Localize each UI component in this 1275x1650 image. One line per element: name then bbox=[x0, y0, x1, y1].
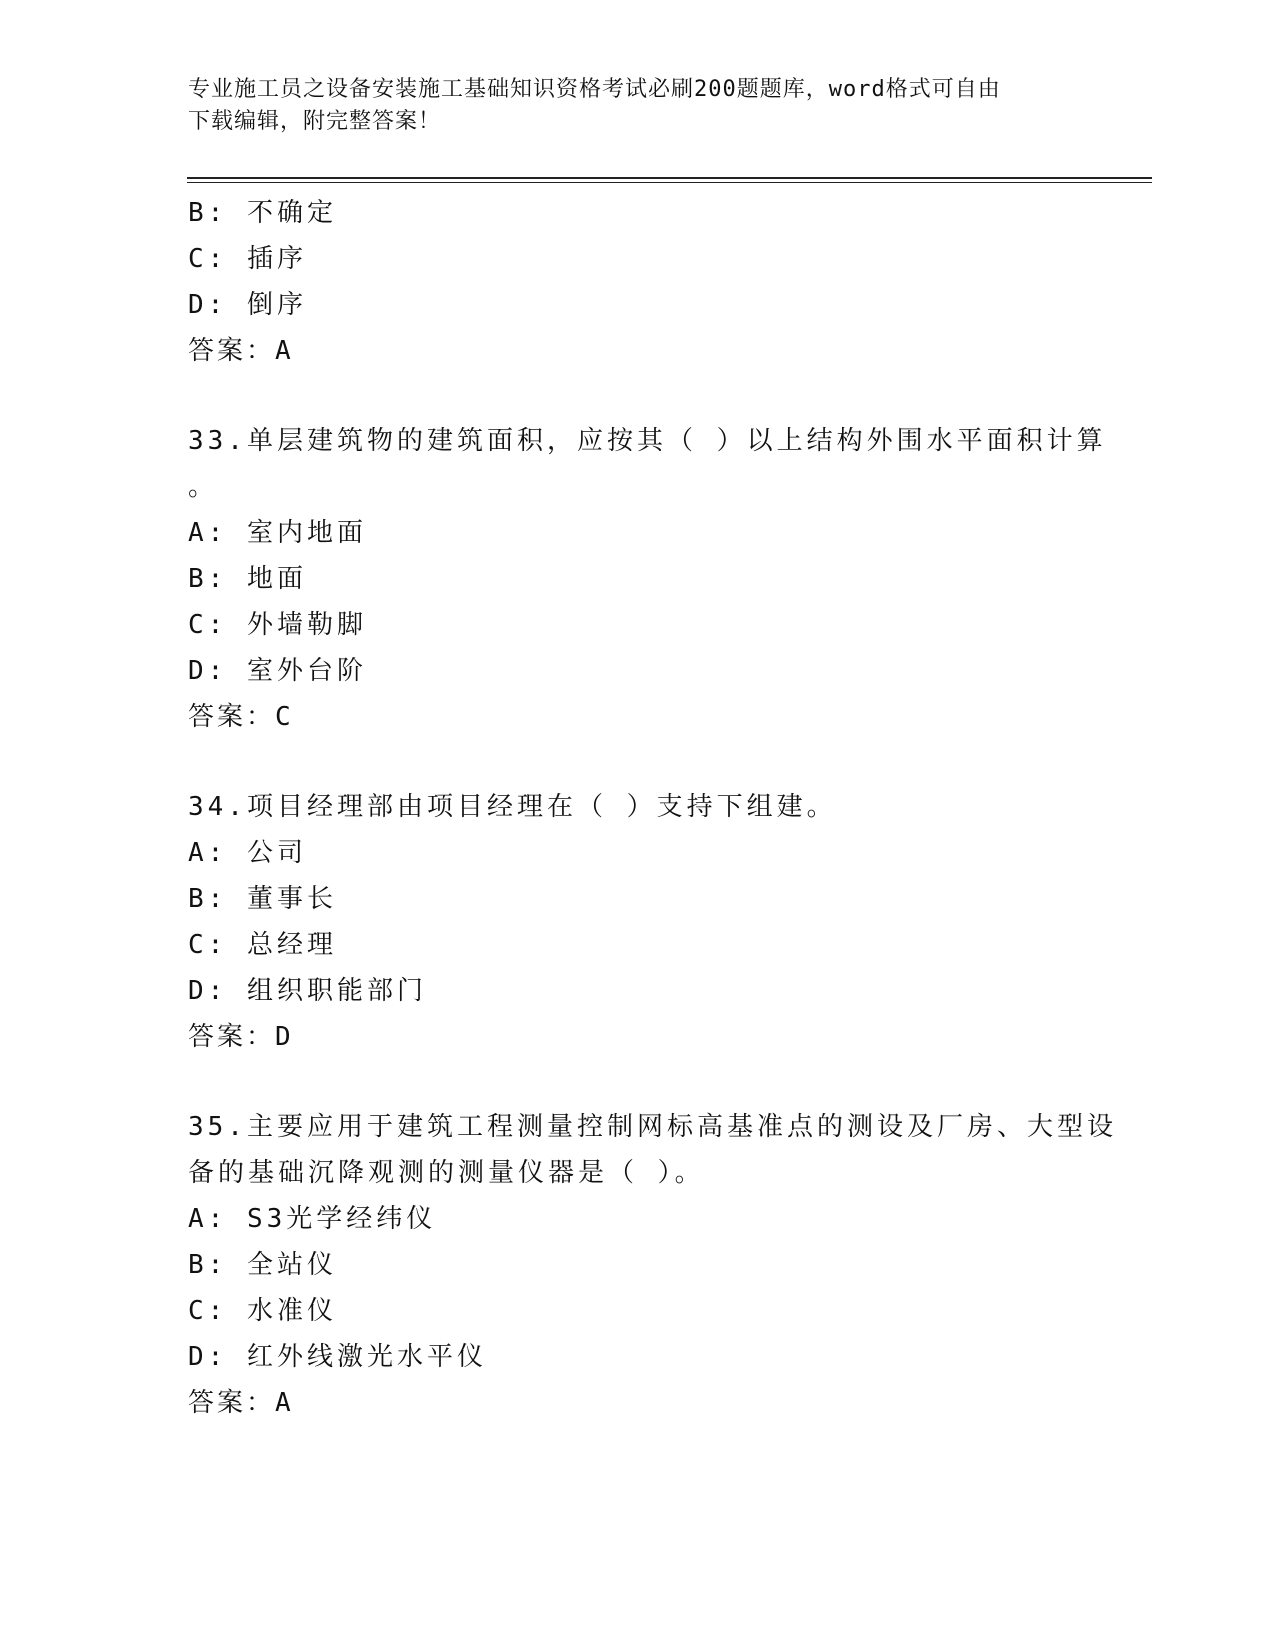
option-c: C: 水准仪 bbox=[188, 1296, 337, 1326]
option-b: B: 地面 bbox=[188, 564, 307, 594]
answer-label: 答案： bbox=[188, 1388, 276, 1418]
option-d: D: 红外线激光水平仪 bbox=[188, 1342, 487, 1372]
option-c: C: 插序 bbox=[188, 244, 307, 274]
answer bbox=[188, 1380, 1088, 1426]
option-b: B: 董事长 bbox=[188, 884, 337, 914]
option-c: C: 总经理 bbox=[188, 930, 337, 960]
question-list bbox=[188, 190, 1117, 1426]
answer bbox=[188, 328, 1088, 374]
answer-value: A bbox=[275, 1388, 295, 1418]
answer-label: 答案： bbox=[188, 1022, 276, 1052]
question-text: 35.主要应用于建筑工程测量控制网标高基准点的测设及厂房、大型设 bbox=[188, 1112, 1117, 1142]
header-divider-thin bbox=[187, 182, 1152, 183]
answer-label: 答案： bbox=[188, 336, 276, 366]
question-text: 33.单层建筑物的建筑面积，应按其（ ）以上结构外围水平面积计算 bbox=[188, 426, 1107, 456]
header-line-2: 下载编辑，附完整答案！ bbox=[188, 109, 442, 134]
option-b: B: 不确定 bbox=[188, 198, 337, 228]
option-b: B: 全站仪 bbox=[188, 1250, 337, 1280]
answer-value: D bbox=[275, 1022, 295, 1052]
question-text-cont: 备的基础沉降观测的测量仪器是（ ）。 bbox=[188, 1158, 705, 1188]
answer-value: C bbox=[275, 702, 295, 732]
option-a: A: S3光学经纬仪 bbox=[188, 1204, 437, 1234]
option-d: D: 倒序 bbox=[188, 290, 307, 320]
option-a: A: 室内地面 bbox=[188, 518, 367, 548]
answer-value: A bbox=[275, 336, 295, 366]
question-35 bbox=[188, 1104, 1117, 1426]
option-d: D: 组织职能部门 bbox=[188, 976, 427, 1006]
question-32-continued bbox=[188, 190, 1088, 374]
answer bbox=[188, 694, 1088, 740]
header-divider-thick bbox=[187, 177, 1152, 179]
document-header bbox=[188, 74, 1068, 138]
question-text-cont: 。 bbox=[188, 472, 219, 502]
option-a: A: 公司 bbox=[188, 838, 307, 868]
option-d: D: 室外台阶 bbox=[188, 656, 367, 686]
question-text: 34.项目经理部由项目经理在（ ）支持下组建。 bbox=[188, 792, 837, 822]
answer bbox=[188, 1014, 1088, 1060]
header-line-1: 专业施工员之设备安装施工基础知识资格考试必刷200题题库，word格式可自由 bbox=[188, 77, 1001, 102]
answer-label: 答案： bbox=[188, 702, 276, 732]
question-34 bbox=[188, 784, 1088, 1060]
question-33 bbox=[188, 418, 1107, 740]
option-c: C: 外墙勒脚 bbox=[188, 610, 367, 640]
